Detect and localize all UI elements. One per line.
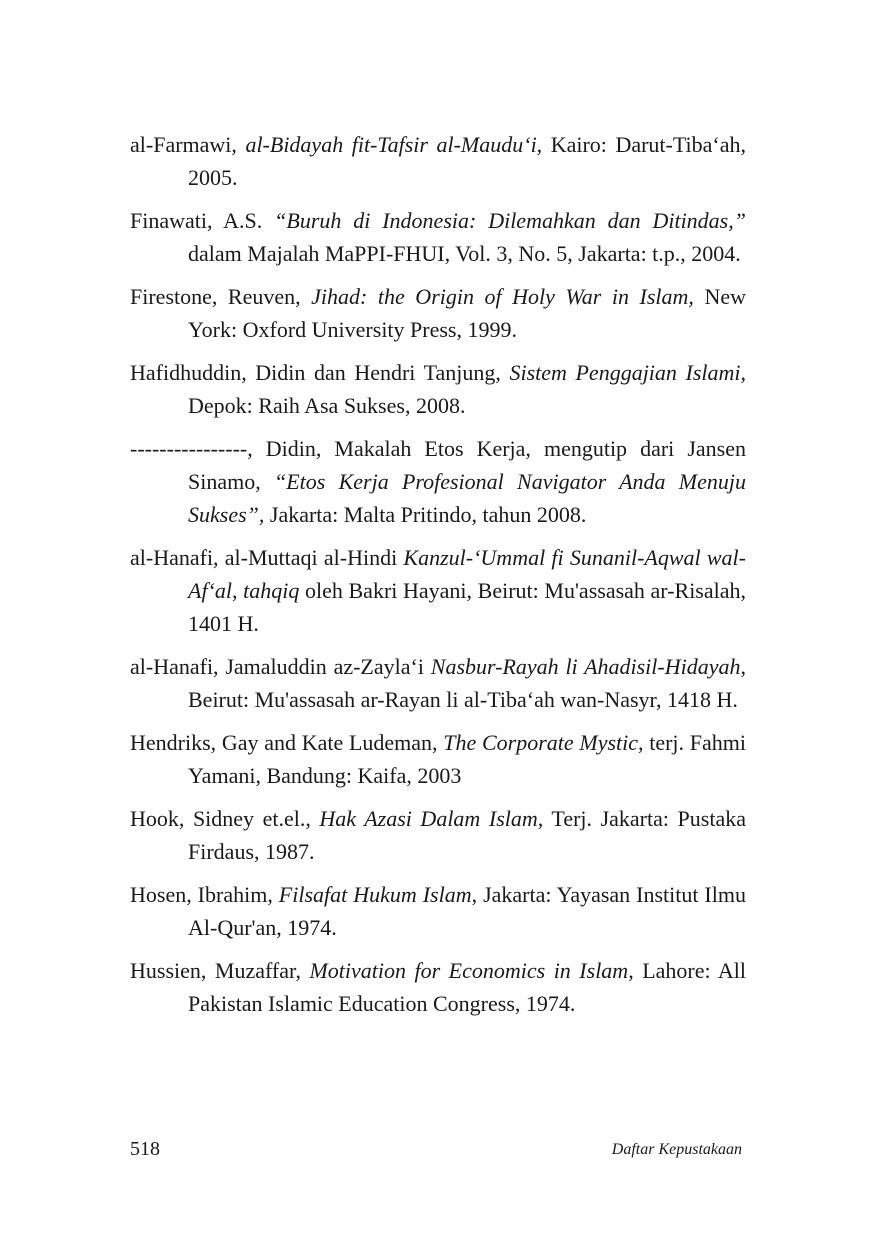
entry-text: Kairo: Darut-Tiba‘ah, 2005. bbox=[188, 132, 746, 190]
entry-title-text: “Buruh di Indonesia: Dilemahkan dan Ditindas,” bbox=[274, 208, 746, 233]
bibliography-entry bbox=[130, 650, 746, 716]
entry-text: ----------------, Didin, Makalah Etos Kerja, mengutip dari Jansen Sinamo, bbox=[130, 436, 746, 494]
entry-title-text: al-Bidayah fit-Tafsir al-Maudu‘i, bbox=[245, 132, 543, 157]
bibliography-entry bbox=[130, 128, 746, 194]
bibliography-entry bbox=[130, 204, 746, 270]
entry-text: , Beirut: Mu'assasah ar-Rayan li al-Tiba‘ah wan-Nasyr, 1418 H. bbox=[188, 654, 746, 712]
bibliography-entry bbox=[130, 878, 746, 944]
entry-title-text: Hak Azasi Dalam Islam, bbox=[319, 806, 544, 831]
entry-title-text: Jihad: the Origin of Holy War in Islam, bbox=[311, 284, 694, 309]
entry-title-text: tahqiq bbox=[243, 578, 300, 603]
entry-text: Hafidhuddin, Didin dan Hendri Tanjung, bbox=[130, 360, 510, 385]
entry-text: Hussien, Muzaffar, bbox=[130, 958, 310, 983]
entry-text: terj. Fahmi Yamani, Bandung: Kaifa, 2003 bbox=[188, 730, 746, 788]
entry-title-text: Filsafat Hukum Islam bbox=[278, 882, 472, 907]
bibliography-entry bbox=[130, 541, 746, 640]
entry-title-text: Motivation for Economics in Islam, bbox=[309, 958, 634, 983]
entry-title-text: Sistem Penggajian Islami, bbox=[509, 360, 746, 385]
bibliography-entry bbox=[130, 356, 746, 422]
bibliography-entry bbox=[130, 280, 746, 346]
bibliography-entry bbox=[130, 726, 746, 792]
entry-title-text: Kanzul-‘Ummal fi Sunanil-Aqwal wal-Af‘al bbox=[188, 545, 746, 603]
entry-text: Depok: Raih Asa Sukses, 2008. bbox=[188, 393, 466, 418]
entry-text: Hook, Sidney et.el., bbox=[130, 806, 320, 831]
entry-text: Finawati, A.S. bbox=[130, 208, 275, 233]
entry-text: Hosen, Ibrahim, bbox=[130, 882, 279, 907]
entry-title-text: Nasbur-Rayah li Ahadisil-Hidayah bbox=[430, 654, 741, 679]
entry-title-text: “Etos Kerja Profesional Navigator Anda Menuju Sukses”, bbox=[188, 469, 746, 527]
entry-text: dalam Majalah MaPPI-FHUI, Vol. 3, No. 5, Jakarta: t.p., 2004. bbox=[188, 241, 741, 266]
entry-text: Terj. Jakarta: Pustaka Firdaus, 1987. bbox=[188, 806, 746, 864]
entry-text: al-Hanafi, Jamaluddin az-Zayla‘i bbox=[130, 654, 431, 679]
entry-text: , bbox=[232, 578, 244, 603]
entry-text: , Jakarta: Yayasan Institut Ilmu Al-Qur'an, 1974. bbox=[188, 882, 746, 940]
entry-text: Firestone, Reuven, bbox=[130, 284, 312, 309]
entry-text: Jakarta: Malta Pritindo, tahun 2008. bbox=[264, 502, 587, 527]
entry-text: al-Farmawi, bbox=[130, 132, 246, 157]
entry-text: Hendriks, Gay and Kate Ludeman, bbox=[130, 730, 444, 755]
bibliography-entry bbox=[130, 954, 746, 1020]
entry-text: al-Hanafi, al-Muttaqi al-Hindi bbox=[130, 545, 404, 570]
bibliography-entry bbox=[130, 432, 746, 531]
bibliography-entry bbox=[130, 802, 746, 868]
entry-text: oleh Bakri Hayani, Beirut: Mu'assasah ar-Risalah, 1401 H. bbox=[188, 578, 747, 636]
running-title: Daftar Kepustakaan bbox=[611, 1141, 742, 1158]
entry-text: New York: Oxford University Press, 1999. bbox=[188, 284, 746, 342]
entry-title-text: The Corporate Mystic, bbox=[443, 730, 644, 755]
entry-text: Lahore: All Pakistan Islamic Education Congress, 1974. bbox=[188, 958, 747, 1016]
page-number: 518 bbox=[130, 1138, 160, 1160]
bibliography-list bbox=[130, 128, 746, 1030]
